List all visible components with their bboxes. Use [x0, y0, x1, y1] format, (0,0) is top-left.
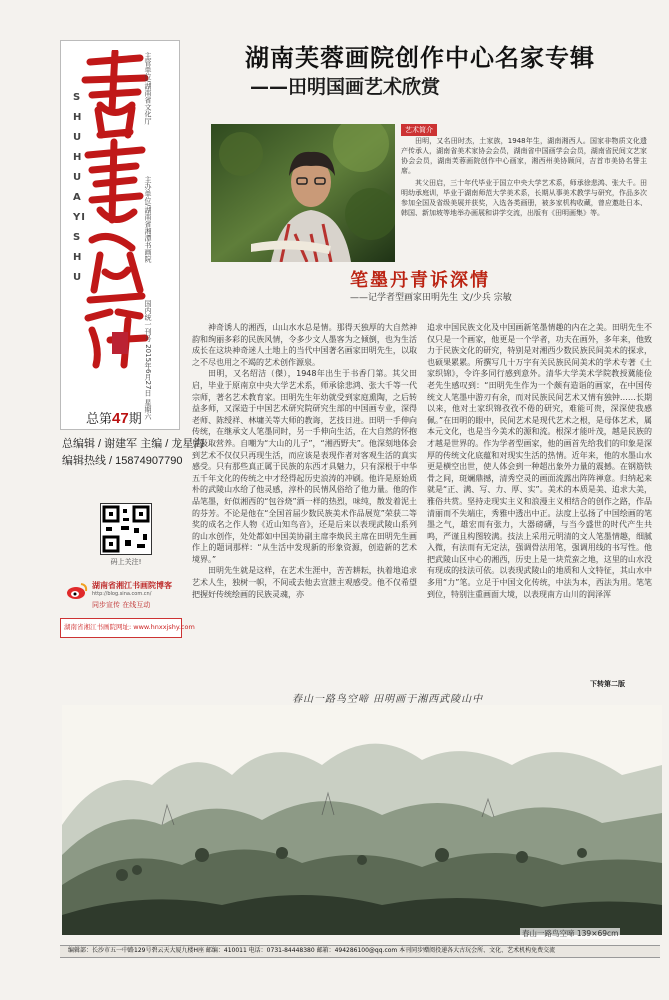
- issue-number: [86, 408, 142, 427]
- article-title: 笔墨丹青诉深情: [350, 270, 490, 291]
- editor-hotline: 编辑热线 / 15874907790: [62, 455, 183, 467]
- qr-code-icon[interactable]: [100, 503, 152, 555]
- painting-inscription: 春山一路鸟空啼 田明画于湘西武陵山中: [292, 694, 484, 705]
- weibo-slogan: 同步宣传 在线互动: [92, 601, 151, 609]
- editor-line: 总编辑 / 谢建军 主编 / 龙星海: [62, 438, 205, 450]
- footer-text: 编辑部：长沙市五一中路129号碧云天大厦九楼H座 邮编：410011 电话：0731-84448380 邮箱：494286100@qq.com 本刊同步赠阅投递各大古玩会所、文化、艺术机构免费交流: [68, 947, 556, 954]
- bio-paragraph: 田明，又名田时杰，土家族，1948年生，湖南湘西人。国家非物质文化遗产传承人，湖南省美术家协会会员，湖南省中国画学会会员，湖南省民间文艺家协会会员，湖南芙蓉画院创作中心画家，湘西州美协顾问，吉首市美协名誉主席。: [401, 137, 647, 175]
- landscape-painting: [62, 705, 662, 935]
- artist-bio: [401, 136, 647, 220]
- article-paragraph: 神奇诱人的湘西，山山水水总是情。那得天独厚的大自然神韵和绚丽多彩的民族风情，令多少文人墨客为之倾倒，也为生活成长在这块神奇迷人土地上的当代中国著名画家田明先生，以取之不尽也用之不竭的艺术创作源泉。: [192, 323, 417, 367]
- weibo-url[interactable]: http://blog.sina.com.cn/: [92, 591, 152, 597]
- website-link[interactable]: 湖南省湘江书画院网址: www.hnxxjshy.com: [64, 623, 195, 631]
- article-column-2: [427, 322, 652, 600]
- issue-prefix: 总第: [86, 411, 113, 426]
- bio-paragraph: 其父田启，三十年代毕业于国立中央大学艺术系，师承徐悲鸿、张大千。田明幼承庭训，毕业于湖南师范大学美术系，长期从事美术教学与研究，作品多次参加全国及省级美展并获奖，入选各类画册，被多家机构收藏，曾应邀赴日本、韩国、新加坡等地举办画展和讲学交流，出版有《田明画集》等。: [401, 179, 647, 217]
- page-headline: 湖南芙蓉画院创作中心名家专辑: [245, 44, 595, 72]
- masthead-sponsor: 主办单位/湖南省湘潭书画院: [144, 176, 152, 263]
- red-seal-icon: [112, 332, 128, 354]
- weibo-title: 湖南省湘江书画院博客: [92, 581, 172, 590]
- masthead-pinyin: SHUHUAYISHU: [73, 92, 86, 283]
- continued-note: 下转第二版: [590, 680, 625, 688]
- qr-caption: 码上关注!: [110, 558, 142, 566]
- issue-value: 47: [112, 410, 129, 427]
- article-paragraph: 田明，又名绍洁（傑），1948年出生于书香门第。其父田启，毕业于原南京中央大学艺术系，师承徐悲鸿、张大千等一代宗师，著名艺术教育家。田明先生年幼就受到家庭熏陶，之后转益多师，又深造于中国艺术研究院研究生部的中国画专业，深得老师、陈绶祥、林墉关等大师的教诲，艺技日进。田明一手伸向传统，在继承文人笔墨同时，另一手伸向生活，在大自然的怀抱里汲取营养。自嘲为“大山的儿子”，“湘西野夫”。他深刻地体会到艺术不仅仅只再现生活，而应该是表现作者对客观生活的真实感受。只有那些真正属于民族的东西才具魅力，只有深根于中华五千年文化的传统之中才经得起历史浪涛的冲刷。他许是原始质朴的武陵山水给了他灵感，淳朴的民情风俗给了他力量。他的作品笔墨，好似湘西的“包谷烧”酒一样的热烈，味纯，散发着泥土的芬芳。不论是他在“全国首届少数民族美术作品展览”荣获二等奖的成名之作人物《近山知鸟音》，还是后来以表现武陵山系列的山水创作，处处都如中国美协副主席李焕民主席在田明先生画作上的题词那样：“从生活中发现新的形象资源，创造新的艺术境界。”: [192, 369, 417, 564]
- weibo-icon[interactable]: [66, 582, 88, 600]
- issue-suffix: 期: [128, 411, 142, 426]
- bio-tag: 艺术简介: [401, 124, 437, 136]
- masthead-date: 国内统一刊号 2015年6月27日 星期六: [144, 300, 152, 420]
- masthead-supervisor: 主管单位/湖南省文化厅: [144, 52, 152, 125]
- painting-caption: 春山一路鸟空啼 139×69cm: [522, 929, 619, 938]
- artist-portrait-photo: [211, 124, 395, 262]
- article-column-1: [192, 322, 417, 600]
- article-paragraph: 田明先生就是这样，在艺术生涯中，苦苦耕耘，执着地追求艺术人生，独树一帜，不间或去他去宣泄主观感受。他不仅希望把握好传统绘画的民族灵魂，亦: [192, 566, 417, 599]
- article-subtitle: ——记学者型画家田明先生 文/少兵 宗敏: [350, 293, 512, 303]
- page-subheadline: ——田明国画艺术欣赏: [250, 76, 441, 98]
- article-paragraph: 追求中国民族文化及中国画新笔墨情趣的内在之美。田明先生不仅只是一个画家，他更是一个学者，功夫在画外，多年来，他致力于民族文化的研究，特别是对湘西少数民族民间美术的探求，也硕果累累。所撰写几十万字有关民族民间美术的学术专著《土家织锦》，令许多同行感到意外。清华大学美术学院教授冀能俭老先生感叹到：“田明先生作为一个颇有造诣的画家，在中国传统文人笔墨中游刃有余，而对民族民间艺术又情有独钟……长期以来，他对土家织锦孜孜不倦的研究，难能可贵，深深使我感佩。”在田明的眼中，民间艺术是现代艺术之根，是母体艺术，属本元文化，也是当今美术的源和流。根深才能叶茂，越是民族的才越是世界的。作为学者型画家，他的画首先给我们的印象是深厚的传统文化底蕴和对现实生活的热情。近年来，他的水墨山水更是横空出世，使人体会到一种超出象外力量的震撼。在钢筋铁骨之间，斑斓鼎撼，清秀空灵的画面流露出阵阵禅意。归纳起来就是“正、满、写、力、厚、实”。美术的本质是美、追求大美，雅俗共赏。坚持走现实主义和浪漫主义相结合的创作之路，作品清丽而不失端庄，秀雅中透出中正。法度上弘扬了中国绘画的笔墨之气，雄宏而有张力，大器磅礴，与当今盛世的时代产生共鸣，严谨且构图较满。技法上采用元明清的文人笔墨情趣，细腻入微，有法而有无定法，强调骨法用笔，强调用线的书写性。他把武陵山区中心的湘西，历史上是一块荒蛮之地，这里的山水没有现成的技法可依。以表现武陵山的地质和人文特征，其山水中多用“力”笔。立足于中国文化传统，中法为本，西法为用。笔笔到位，特别注重画面大境，以表现南方山川的润泽浑: [427, 323, 652, 599]
